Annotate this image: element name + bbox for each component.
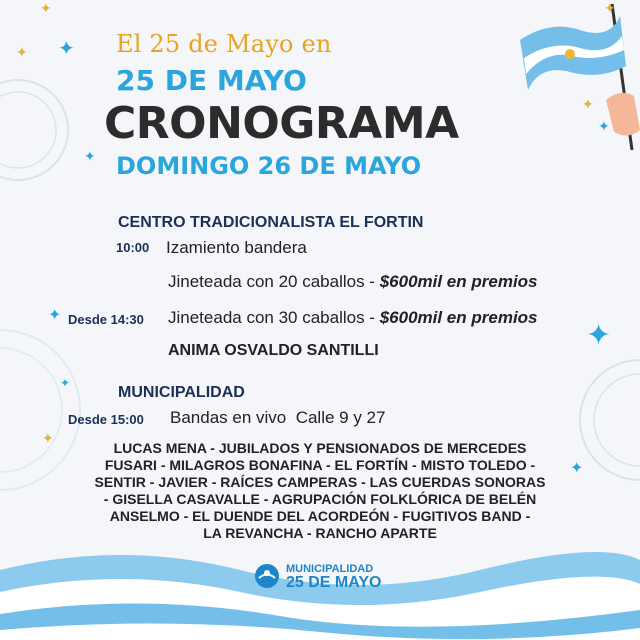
logo-line2: 25 DE MAYO bbox=[286, 574, 382, 591]
bands-line: - GISELLA CASAVALLE - AGRUPACIÓN FOLKLÓRICA DE BELÉN bbox=[103, 491, 537, 507]
event-text: ANIMA OSVALDO SANTILLI bbox=[168, 342, 379, 359]
sparkle-icon: ✦ bbox=[42, 430, 54, 446]
sparkle-icon: ✦ bbox=[16, 44, 28, 60]
section-title: CENTRO TRADICIONALISTA EL FORTIN bbox=[118, 214, 424, 231]
event-time: Desde 15:00 bbox=[68, 412, 144, 427]
bands-list bbox=[40, 440, 600, 542]
header-subtitle: El 25 de Mayo en bbox=[116, 30, 332, 58]
sparkle-icon: ✦ bbox=[84, 148, 96, 164]
event-text: Bandas en vivo Calle 9 y 27 bbox=[170, 408, 386, 427]
bands-line: LUCAS MENA - JUBILADOS Y PENSIONADOS DE MERCEDES bbox=[113, 440, 527, 456]
sparkle-icon: ✦ bbox=[586, 319, 612, 352]
argentina-flag-illustration bbox=[510, 0, 640, 160]
sparkle-icon: ✦ bbox=[48, 307, 62, 324]
page-title: CRONOGRAMA bbox=[104, 98, 459, 149]
bands-line: LA REVANCHA - RANCHO APARTE bbox=[203, 525, 437, 541]
sparkle-icon: ✦ bbox=[60, 376, 71, 390]
sparkle-icon: ✦ bbox=[598, 118, 610, 134]
event-time: 10:00 bbox=[116, 240, 150, 255]
event-time: Desde 14:30 bbox=[68, 312, 144, 327]
event-date: DOMINGO 26 DE MAYO bbox=[116, 152, 422, 180]
municipal-emblem-icon bbox=[254, 563, 280, 589]
logo-line1: MUNICIPALIDAD bbox=[286, 563, 374, 575]
city-title: 25 DE MAYO bbox=[116, 64, 307, 97]
sparkle-icon: ✦ bbox=[40, 0, 52, 16]
event-text: Jineteada con 30 caballos - $600mil en premios bbox=[168, 308, 538, 327]
municipal-logo bbox=[254, 562, 381, 590]
event-text: Jineteada con 20 caballos - $600mil en premios bbox=[168, 272, 538, 291]
section-title: MUNICIPALIDAD bbox=[118, 384, 245, 401]
sparkle-icon: ✦ bbox=[604, 0, 616, 16]
event-text: Izamiento bandera bbox=[166, 238, 307, 257]
bands-line: FUSARI - MILAGROS BONAFINA - EL FORTÍN - MISTO TOLEDO - bbox=[104, 457, 536, 473]
sparkle-icon: ✦ bbox=[58, 38, 75, 60]
bands-line: SENTIR - JAVIER - RAÍCES CAMPERAS - LAS CUERDAS SONORAS bbox=[94, 474, 546, 490]
sparkle-icon: ✦ bbox=[570, 460, 584, 477]
bands-line: ANSELMO - EL DUENDE DEL ACORDEÓN - FUGITIVOS BAND - bbox=[109, 508, 531, 524]
sparkle-icon: ✦ bbox=[582, 96, 594, 112]
